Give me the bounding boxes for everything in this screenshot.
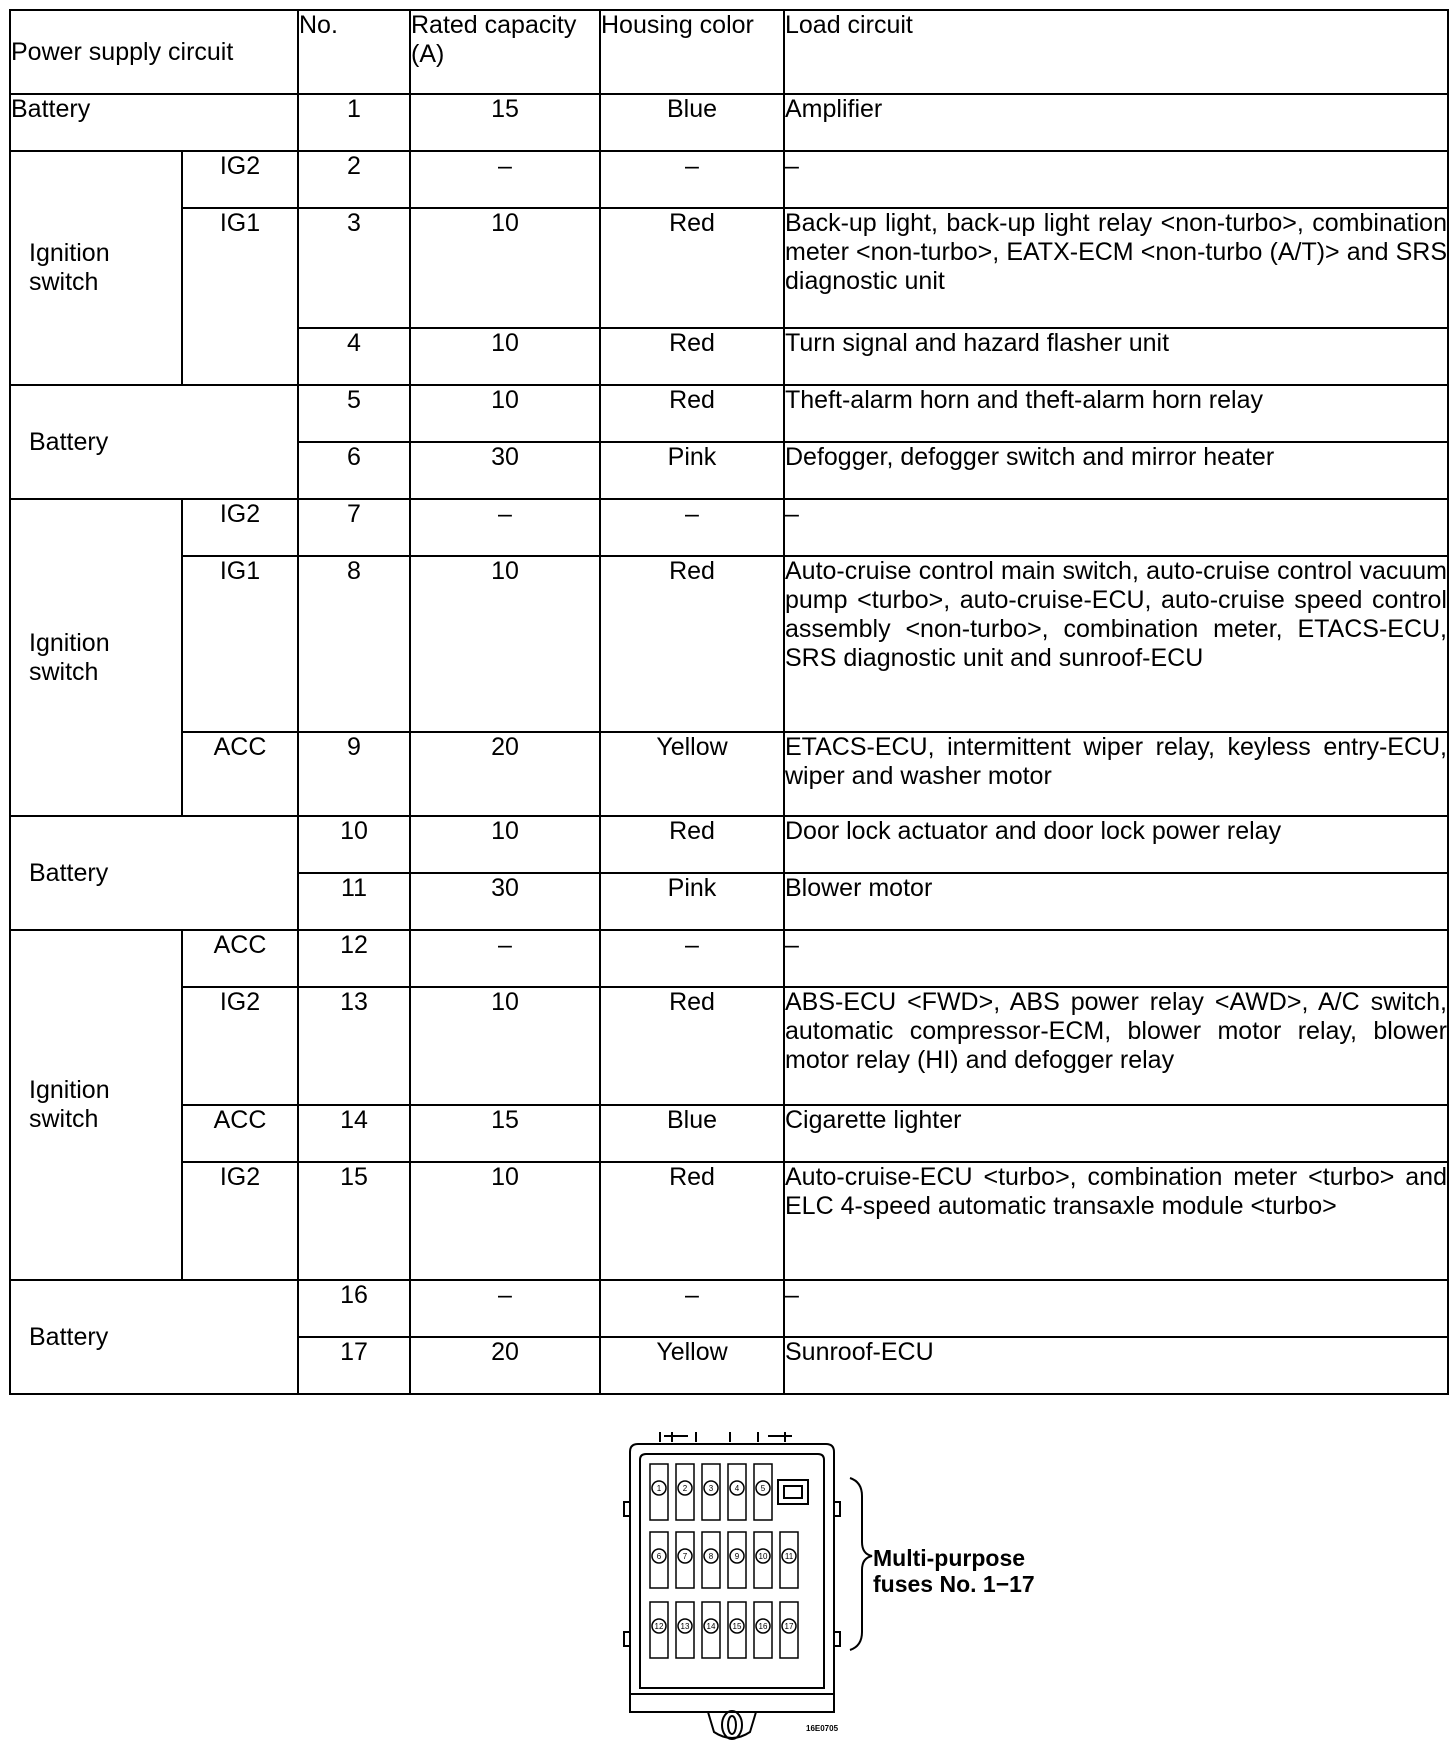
no-cell: 13	[298, 987, 410, 1105]
capacity-cell: 10	[410, 1162, 600, 1280]
load-cell: Blower motor	[784, 873, 1448, 930]
table-row	[10, 385, 1448, 442]
no-cell: 17	[298, 1337, 410, 1394]
color-cell: Blue	[600, 1105, 784, 1162]
power-cell: Ignition switch	[10, 930, 182, 1280]
load-cell: Defogger, defogger switch and mirror heater	[784, 442, 1448, 499]
load-cell: Auto-cruise-ECU <turbo>, combination meter <turbo> and ELC 4-speed automatic transaxle module <turbo>	[784, 1162, 1448, 1280]
table-row	[10, 499, 1448, 556]
load-cell: –	[784, 1280, 1448, 1337]
fuse-number: 5	[760, 1484, 766, 1493]
header-row	[10, 10, 1448, 94]
header-power: Power supply circuit	[10, 10, 298, 94]
no-cell: 1	[298, 94, 410, 151]
no-cell: 8	[298, 556, 410, 732]
no-cell: 5	[298, 385, 410, 442]
no-cell: 2	[298, 151, 410, 208]
sub-cell: IG2	[182, 1162, 298, 1280]
color-cell: –	[600, 930, 784, 987]
load-cell: Turn signal and hazard flasher unit	[784, 328, 1448, 385]
no-cell: 15	[298, 1162, 410, 1280]
capacity-cell: 15	[410, 1105, 600, 1162]
color-cell: –	[600, 1280, 784, 1337]
capacity-cell: 10	[410, 556, 600, 732]
capacity-cell: 30	[410, 873, 600, 930]
fuse-number: 16	[758, 1622, 768, 1631]
capacity-cell: 10	[410, 816, 600, 873]
capacity-cell: –	[410, 499, 600, 556]
fuse-number: 15	[732, 1622, 742, 1631]
capacity-cell: 15	[410, 94, 600, 151]
fuse-number: 9	[734, 1552, 740, 1561]
sub-cell: IG2	[182, 151, 298, 208]
power-cell: Battery	[10, 816, 298, 930]
color-cell: Yellow	[600, 732, 784, 816]
diagram-code: 16E0705	[806, 1724, 839, 1733]
load-cell: Cigarette lighter	[784, 1105, 1448, 1162]
color-cell: –	[600, 151, 784, 208]
capacity-cell: 20	[410, 1337, 600, 1394]
no-cell: 7	[298, 499, 410, 556]
sub-cell: IG1	[182, 556, 298, 732]
power-cell: Battery	[10, 1280, 298, 1394]
fuse-table	[9, 9, 1449, 1395]
no-cell: 16	[298, 1280, 410, 1337]
table-row	[10, 987, 1448, 1105]
color-cell: Yellow	[600, 1337, 784, 1394]
fuse-number: 7	[682, 1552, 688, 1561]
color-cell: Red	[600, 328, 784, 385]
header-no: No.	[298, 10, 410, 94]
color-cell: Red	[600, 208, 784, 328]
no-cell: 10	[298, 816, 410, 873]
fuse-number: 3	[708, 1484, 714, 1493]
fuse-number: 8	[708, 1552, 714, 1561]
diagram-caption: Multi-purpose fuses No. 1−17	[873, 1545, 1035, 1597]
load-cell: ABS-ECU <FWD>, ABS power relay <AWD>, A/C switch, automatic compressor-ECM, blower motor relay, blower motor relay (HI) and defogger relay	[784, 987, 1448, 1105]
fuse-number: 1	[656, 1484, 662, 1493]
no-cell: 4	[298, 328, 410, 385]
fuse-number: 13	[680, 1622, 690, 1631]
color-cell: Pink	[600, 873, 784, 930]
fuse-number: 10	[758, 1552, 768, 1561]
load-cell: ETACS-ECU, intermittent wiper relay, keyless entry-ECU, wiper and washer motor	[784, 732, 1448, 816]
capacity-cell: 10	[410, 987, 600, 1105]
sub-cell: ACC	[182, 930, 298, 987]
fuse-number: 4	[734, 1484, 740, 1493]
power-cell: Battery	[10, 94, 298, 151]
color-cell: Red	[600, 385, 784, 442]
sub-cell: ACC	[182, 1105, 298, 1162]
table-row	[10, 1162, 1448, 1280]
table-row	[10, 94, 1448, 151]
no-cell: 9	[298, 732, 410, 816]
capacity-cell: 30	[410, 442, 600, 499]
fuse-number: 12	[654, 1622, 664, 1631]
load-cell: Door lock actuator and door lock power relay	[784, 816, 1448, 873]
fuse-number: 2	[682, 1484, 688, 1493]
no-cell: 3	[298, 208, 410, 328]
table-row	[10, 556, 1448, 732]
color-cell: –	[600, 499, 784, 556]
load-cell: –	[784, 930, 1448, 987]
color-cell: Red	[600, 816, 784, 873]
sub-cell: ACC	[182, 732, 298, 816]
load-cell: Auto-cruise control main switch, auto-cruise control vacuum pump <turbo>, auto-cruise-ECU, auto-cruise speed control assembly <non-turbo>, combination meter, ETACS-ECU, SRS diagnostic unit and sunroof-ECU	[784, 556, 1448, 732]
color-cell: Red	[600, 987, 784, 1105]
load-cell: Amplifier	[784, 94, 1448, 151]
no-cell: 12	[298, 930, 410, 987]
load-cell: Sunroof-ECU	[784, 1337, 1448, 1394]
load-cell: Back-up light, back-up light relay <non-turbo>, combination meter <non-turbo>, EATX-ECM <non-turbo (A/T)> and SRS diagnostic unit	[784, 208, 1448, 328]
table-row	[10, 1280, 1448, 1337]
capacity-cell: 10	[410, 385, 600, 442]
no-cell: 6	[298, 442, 410, 499]
color-cell: Blue	[600, 94, 784, 151]
color-cell: Red	[600, 1162, 784, 1280]
capacity-cell: –	[410, 1280, 600, 1337]
fuse-number: 6	[656, 1552, 662, 1561]
color-cell: Red	[600, 556, 784, 732]
table-row	[10, 151, 1448, 208]
table-row	[10, 208, 1448, 328]
load-cell: –	[784, 151, 1448, 208]
power-cell: Ignition switch	[10, 151, 182, 385]
load-cell: Theft-alarm horn and theft-alarm horn relay	[784, 385, 1448, 442]
header-load: Load circuit	[784, 10, 1448, 94]
no-cell: 11	[298, 873, 410, 930]
table-row	[10, 1105, 1448, 1162]
table-row	[10, 816, 1448, 873]
capacity-cell: 10	[410, 328, 600, 385]
power-cell: Battery	[10, 385, 298, 499]
load-cell: –	[784, 499, 1448, 556]
capacity-cell: 20	[410, 732, 600, 816]
capacity-cell: 10	[410, 208, 600, 328]
table-row	[10, 930, 1448, 987]
fuse-number: 17	[784, 1622, 794, 1631]
capacity-cell: –	[410, 930, 600, 987]
sub-cell: IG1	[182, 208, 298, 385]
capacity-cell: –	[410, 151, 600, 208]
header-capacity: Rated capacity (A)	[410, 10, 600, 94]
color-cell: Pink	[600, 442, 784, 499]
sub-cell: IG2	[182, 987, 298, 1105]
no-cell: 14	[298, 1105, 410, 1162]
sub-cell: IG2	[182, 499, 298, 556]
fuse-number: 14	[706, 1622, 716, 1631]
table-row	[10, 732, 1448, 816]
power-cell: Ignition switch	[10, 499, 182, 816]
fuse-number: 11	[784, 1552, 794, 1561]
header-color: Housing color	[600, 10, 784, 94]
